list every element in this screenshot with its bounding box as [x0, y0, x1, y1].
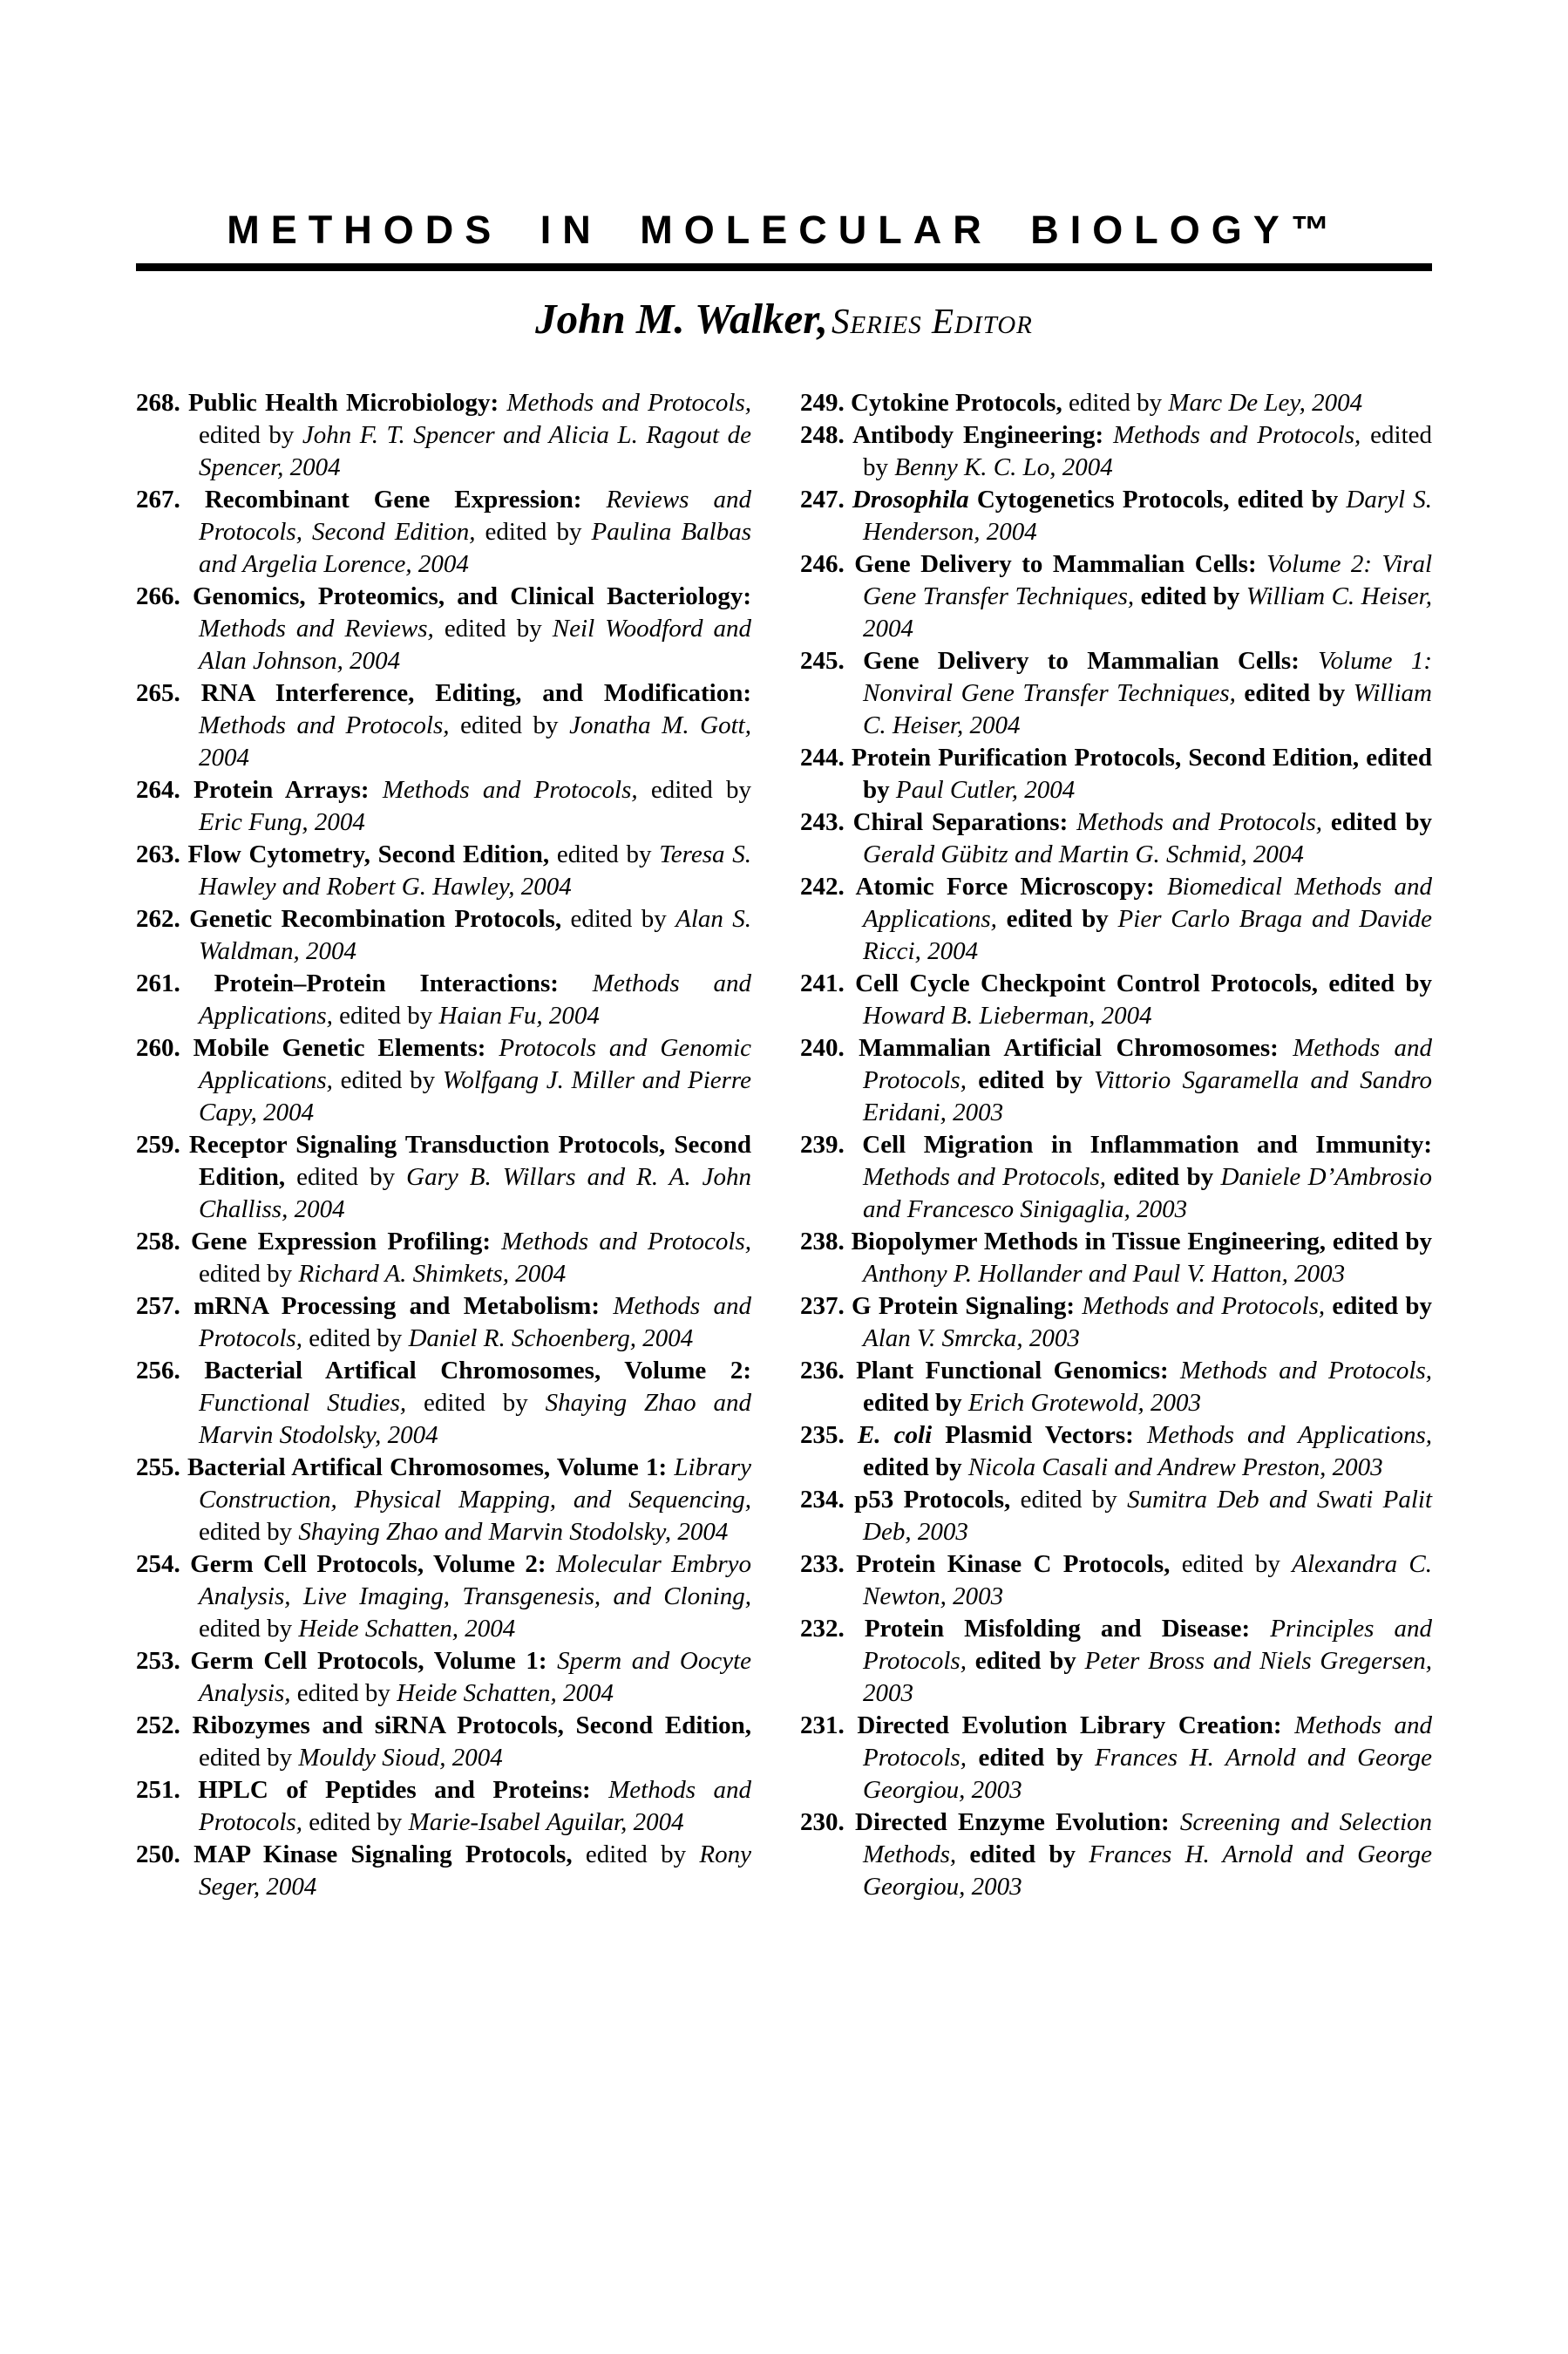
- entries-column-left: [136, 387, 751, 1903]
- book-entry-245: [800, 645, 1432, 742]
- book-entry-249: [800, 387, 1432, 419]
- entry-text-segment: Methods and Protocols,: [863, 1711, 1433, 1772]
- entry-text-segment: Biopolymer Methods in Tissue Engineering,: [851, 1228, 1333, 1255]
- entry-text-segment: Methods and Applications,: [199, 969, 752, 1030]
- entry-text-segment: mRNA Processing and Metabolism:: [193, 1292, 614, 1320]
- entry-text-segment: edited by: [863, 744, 1432, 804]
- entry-text-segment: Shaying Zhao and Marvin Stodolsky, 2004: [199, 1389, 751, 1449]
- entry-text-segment: Sumitra Deb and Swati Palit Deb, 2003: [863, 1486, 1433, 1546]
- entry-text-segment: Frances H. Arnold and George Georgiou, 2003: [863, 1840, 1433, 1901]
- entry-text-segment: edited by: [1330, 808, 1433, 836]
- entry-text-segment: edited by: [444, 615, 553, 643]
- entry-text-segment: Pier Carlo Braga and Davide Ricci, 2004: [863, 905, 1433, 965]
- entry-text-segment: Atomic Force Microscopy:: [855, 873, 1167, 901]
- entry-text-segment: Jonatha M. Gott, 2004: [199, 711, 751, 772]
- entry-text-segment: Functional Studies,: [199, 1389, 424, 1417]
- entry-text-segment: Methods and Protocols,: [863, 1163, 1114, 1191]
- entry-number: 268.: [136, 389, 188, 417]
- entry-text-segment: Howard B. Lieberman, 2004: [863, 1002, 1152, 1030]
- entry-text-segment: Benny K. C. Lo, 2004: [894, 453, 1113, 481]
- book-entry-243: [800, 806, 1432, 871]
- entry-text-segment: Heide Schatten, 2004: [298, 1615, 516, 1643]
- entry-number: 241.: [800, 969, 856, 997]
- series-editor-line: [136, 294, 1432, 344]
- entry-text-segment: edited by: [863, 1389, 968, 1417]
- book-entry-251: [136, 1774, 751, 1839]
- entry-text-segment: Marc De Ley, 2004: [1168, 389, 1363, 417]
- book-entry-254: [136, 1548, 751, 1645]
- book-entry-242: [800, 871, 1432, 968]
- entry-text-segment: Protein Purification Protocols, Second Edition,: [851, 744, 1367, 772]
- entry-text-segment: edited by: [585, 1840, 700, 1868]
- entry-text-segment: Methods and Protocols,: [1076, 808, 1331, 836]
- entry-text-segment: HPLC of Peptides and Proteins:: [198, 1776, 609, 1804]
- book-entry-233: [800, 1548, 1432, 1613]
- book-entry-230: [800, 1806, 1432, 1903]
- book-entry-252: [136, 1710, 751, 1774]
- entry-text-segment: Ribozymes and siRNA Protocols, Second Edition,: [192, 1711, 752, 1739]
- entry-text-segment: edited by: [978, 1744, 1096, 1772]
- book-entry-255: [136, 1452, 751, 1548]
- entry-number: 265.: [136, 679, 201, 707]
- entry-text-segment: William C. Heiser, 2004: [863, 582, 1433, 643]
- entry-text-segment: Cell Cycle Checkpoint Control Protocols,: [855, 969, 1329, 997]
- entry-text-segment: Germ Cell Protocols, Volume 1:: [190, 1647, 558, 1675]
- entry-number: 240.: [800, 1034, 859, 1062]
- entry-text-segment: edited by: [650, 776, 751, 804]
- entry-text-segment: Cytokine Protocols,: [851, 389, 1069, 417]
- entry-text-segment: Methods and Protocols,: [1082, 1292, 1333, 1320]
- entry-number: 245.: [800, 647, 864, 675]
- entry-text-segment: edited by: [1113, 1163, 1221, 1191]
- entry-text-segment: edited by: [199, 1518, 299, 1546]
- entry-text-segment: edited by: [1244, 679, 1354, 707]
- entry-text-segment: Antibody Engineering:: [852, 421, 1114, 449]
- entry-number: 264.: [136, 776, 193, 804]
- entry-text-segment: Shaying Zhao and Marvin Stodolsky, 2004: [298, 1518, 729, 1546]
- entry-text-segment: Mammalian Artificial Chromosomes:: [859, 1034, 1293, 1062]
- entry-number: 231.: [800, 1711, 858, 1739]
- entry-text-segment: Gerald Gübitz and Martin G. Schmid, 2004: [863, 840, 1304, 868]
- entry-text-segment: Methods and Protocols,: [501, 1228, 751, 1255]
- entry-number: 252.: [136, 1711, 193, 1739]
- entry-text-segment: Methods and Protocols,: [1180, 1357, 1432, 1385]
- entry-text-segment: edited by: [863, 421, 1432, 481]
- entry-text-segment: edited by: [1328, 969, 1433, 997]
- entry-number: 251.: [136, 1776, 199, 1804]
- entry-text-segment: edited by: [309, 1324, 409, 1352]
- entry-text-segment: edited by: [339, 1002, 439, 1030]
- entry-text-segment: Methods and Applications,: [1146, 1421, 1432, 1449]
- entry-text-segment: Gene Delivery to Mammalian Cells:: [854, 550, 1267, 578]
- entry-text-segment: Genetic Recombination Protocols,: [189, 905, 571, 933]
- entry-text-segment: William C. Heiser, 2004: [863, 679, 1432, 739]
- entry-number: 249.: [800, 389, 851, 417]
- entry-number: 258.: [136, 1228, 191, 1255]
- entry-number: 237.: [800, 1292, 852, 1320]
- entry-text-segment: Paul Cutler, 2004: [895, 776, 1076, 804]
- book-entry-261: [136, 968, 751, 1032]
- entry-text-segment: Gene Expression Profiling:: [190, 1228, 502, 1255]
- entry-text-segment: Gene Delivery to Mammalian Cells:: [863, 647, 1319, 675]
- entry-text-segment: edited by: [199, 1260, 299, 1288]
- entry-number: 254.: [136, 1550, 191, 1578]
- entry-text-segment: Protein Kinase C Protocols,: [856, 1550, 1182, 1578]
- entry-text-segment: Methods and Protocols,: [863, 1034, 1432, 1094]
- entry-text-segment: Library Construction, Physical Mapping, and Sequencing,: [199, 1453, 752, 1514]
- entry-text-segment: Mobile Genetic Elements:: [193, 1034, 499, 1062]
- book-entry-263: [136, 839, 751, 903]
- series-title: METHODS IN MOLECULAR BIOLOGY™: [227, 208, 1341, 252]
- book-entry-264: [136, 774, 751, 839]
- entry-text-segment: edited by: [424, 1389, 546, 1417]
- entry-number: 239.: [800, 1131, 863, 1159]
- entry-text-segment: Gary B. Willars and R. A. John Challiss, 2004: [199, 1163, 752, 1223]
- entry-text-segment: Vittorio Sgaramella and Sandro Eridani, 2003: [863, 1066, 1433, 1126]
- entry-text-segment: John F. T. Spencer and Alicia L. Ragout de Spencer, 2004: [199, 421, 751, 481]
- entry-text-segment: Marie-Isabel Aguilar, 2004: [408, 1808, 684, 1836]
- entry-text-segment: Protocols and Genomic Applications,: [199, 1034, 752, 1094]
- entry-text-segment: edited by: [1006, 905, 1118, 933]
- entry-number: 259.: [136, 1131, 189, 1159]
- entry-text-segment: Mouldy Sioud, 2004: [298, 1744, 503, 1772]
- entry-text-segment: edited by: [978, 1066, 1095, 1094]
- book-entry-237: [800, 1290, 1432, 1355]
- entry-text-segment: Reviews and Protocols, Second Edition,: [199, 486, 752, 546]
- entry-number: 232.: [800, 1615, 865, 1643]
- entry-number: 236.: [800, 1357, 857, 1385]
- entry-number: 250.: [136, 1840, 194, 1868]
- entry-number: 244.: [800, 744, 852, 772]
- book-entry-266: [136, 581, 751, 677]
- entry-number: 234.: [800, 1486, 855, 1514]
- entry-text-segment: edited by: [296, 1163, 407, 1191]
- entry-number: 246.: [800, 550, 855, 578]
- entry-text-segment: Frances H. Arnold and George Georgiou, 2003: [863, 1744, 1432, 1804]
- book-entry-258: [136, 1226, 751, 1290]
- book-entry-257: [136, 1290, 751, 1355]
- entry-text-segment: Drosophila: [852, 486, 977, 514]
- entry-number: 247.: [800, 486, 852, 514]
- entry-text-segment: Wolfgang J. Miller and Pierre Capy, 2004: [199, 1066, 752, 1126]
- entry-text-segment: E. coli: [857, 1421, 946, 1449]
- title-rule: [136, 263, 1432, 271]
- entry-text-segment: Chiral Separations:: [852, 808, 1077, 836]
- entry-text-segment: Alexandra C. Newton, 2003: [863, 1550, 1432, 1610]
- entry-text-segment: edited by: [863, 1453, 968, 1481]
- entry-number: 255.: [136, 1453, 187, 1481]
- entry-text-segment: Protein Misfolding and Disease:: [864, 1615, 1271, 1643]
- entry-number: 230.: [800, 1808, 855, 1836]
- entry-text-segment: Teresa S. Hawley and Robert G. Hawley, 2004: [199, 840, 752, 901]
- entry-text-segment: Peter Bross and Niels Gregersen, 2003: [863, 1647, 1433, 1707]
- book-entry-265: [136, 677, 751, 774]
- entry-text-segment: Methods and Protocols,: [1113, 421, 1371, 449]
- entry-text-segment: Erich Grotewold, 2003: [967, 1389, 1202, 1417]
- book-entry-253: [136, 1645, 751, 1710]
- entry-text-segment: Sperm and Oocyte Analysis,: [199, 1647, 751, 1707]
- entry-number: 257.: [136, 1292, 194, 1320]
- entry-text-segment: Neil Woodford and Alan Johnson, 2004: [199, 615, 752, 675]
- entry-text-segment: Directed Enzyme Evolution:: [855, 1808, 1180, 1836]
- entries-column-right: [800, 387, 1432, 1903]
- entry-text-segment: Volume 2: Viral Gene Transfer Techniques,: [863, 550, 1433, 610]
- book-entry-247: [800, 484, 1432, 548]
- entry-text-segment: Richard A. Shimkets, 2004: [298, 1260, 567, 1288]
- entry-number: 243.: [800, 808, 853, 836]
- entry-text-segment: Rony Seger, 2004: [199, 1840, 752, 1901]
- entry-text-segment: MAP Kinase Signaling Protocols,: [193, 1840, 586, 1868]
- entry-text-segment: edited by: [556, 840, 660, 868]
- entry-text-segment: Methods and Protocols,: [199, 1292, 752, 1352]
- entry-number: 233.: [800, 1550, 857, 1578]
- entry-number: 267.: [136, 486, 205, 514]
- entry-text-segment: Methods and Protocols,: [506, 389, 752, 417]
- entry-text-segment: Methods and Protocols,: [199, 711, 461, 739]
- entry-text-segment: Protein–Protein Interactions:: [214, 969, 593, 997]
- entry-text-segment: Screening and Selection Methods,: [863, 1808, 1433, 1868]
- entry-text-segment: Volume 1: Nonviral Gene Transfer Techniques,: [863, 647, 1433, 707]
- entry-text-segment: edited by: [199, 1615, 299, 1643]
- entry-text-segment: Daniele D’Ambrosio and Francesco Sinigaglia, 2003: [863, 1163, 1432, 1223]
- book-entry-262: [136, 903, 751, 968]
- entry-text-segment: edited by: [340, 1066, 443, 1094]
- entry-text-segment: Alan S. Waldman, 2004: [199, 905, 752, 965]
- entry-number: 248.: [800, 421, 853, 449]
- entry-text-segment: Bacterial Artifical Chromosomes, Volume 2:: [204, 1357, 751, 1385]
- entry-text-segment: edited by: [1140, 582, 1246, 610]
- entry-text-segment: Directed Evolution Library Creation:: [857, 1711, 1295, 1739]
- book-entry-238: [800, 1226, 1432, 1290]
- entry-text-segment: Heide Schatten, 2004: [397, 1679, 614, 1707]
- entry-text-segment: Protein Arrays:: [193, 776, 383, 804]
- entry-text-segment: G Protein Signaling:: [852, 1292, 1083, 1320]
- book-entry-232: [800, 1613, 1432, 1710]
- entry-text-segment: Methods and Protocols,: [199, 1776, 752, 1836]
- entry-text-segment: edited by: [199, 421, 302, 449]
- book-entry-236: [800, 1355, 1432, 1419]
- entry-text-segment: edited by: [296, 1679, 397, 1707]
- entry-text-segment: Methods and Reviews,: [199, 615, 445, 643]
- entry-text-segment: Molecular Embryo Analysis, Live Imaging, Transgenesis, and Cloning,: [199, 1550, 752, 1610]
- book-entry-256: [136, 1355, 751, 1452]
- book-entry-239: [800, 1129, 1432, 1226]
- book-entry-260: [136, 1032, 751, 1129]
- entry-number: 263.: [136, 840, 188, 868]
- book-entry-231: [800, 1710, 1432, 1806]
- entry-text-segment: Biomedical Methods and Applications,: [863, 873, 1432, 933]
- entry-text-segment: edited by: [1020, 1486, 1128, 1514]
- entry-text-segment: Haian Fu, 2004: [438, 1002, 600, 1030]
- entry-text-segment: edited by: [1181, 1550, 1293, 1578]
- series-editor-name: John M. Walker,: [535, 295, 828, 343]
- entry-number: 262.: [136, 905, 190, 933]
- entry-text-segment: edited by: [974, 1647, 1085, 1675]
- entry-text-segment: edited by: [1332, 1228, 1432, 1255]
- entry-text-segment: p53 Protocols,: [854, 1486, 1021, 1514]
- book-entry-235: [800, 1419, 1432, 1484]
- entry-number: 235.: [800, 1421, 858, 1449]
- entry-text-segment: edited by: [1068, 389, 1169, 417]
- entry-text-segment: edited by: [1237, 486, 1347, 514]
- entry-text-segment: Cytogenetics Protocols,: [976, 486, 1238, 514]
- entry-text-segment: Daryl S. Henderson, 2004: [863, 486, 1432, 546]
- entry-text-segment: edited by: [199, 1744, 299, 1772]
- entry-text-segment: Methods and Protocols,: [382, 776, 651, 804]
- book-entry-246: [800, 548, 1432, 645]
- entry-text-segment: Cell Migration in Inflammation and Immunity:: [862, 1131, 1433, 1159]
- entry-text-segment: Paulina Balbas and Argelia Lorence, 2004: [199, 518, 752, 578]
- entry-text-segment: edited by: [570, 905, 676, 933]
- entry-text-segment: Daniel R. Schoenberg, 2004: [408, 1324, 694, 1352]
- entry-text-segment: edited by: [460, 711, 570, 739]
- entry-number: 253.: [136, 1647, 191, 1675]
- entry-text-segment: Receptor Signaling Transduction Protocols, Second Edition,: [188, 1131, 752, 1191]
- entry-text-segment: Public Health Microbiology:: [187, 389, 507, 417]
- entry-text-segment: edited by: [969, 1840, 1089, 1868]
- book-entry-268: [136, 387, 751, 484]
- entry-number: 256.: [136, 1357, 205, 1385]
- entry-text-segment: Plant Functional Genomics:: [856, 1357, 1180, 1385]
- entry-text-segment: Germ Cell Protocols, Volume 2:: [190, 1550, 556, 1578]
- book-entry-240: [800, 1032, 1432, 1129]
- entry-text-segment: Flow Cytometry, Second Edition,: [187, 840, 557, 868]
- series-listing: [136, 387, 1432, 1903]
- masthead: [136, 208, 1432, 344]
- entry-text-segment: Recombinant Gene Expression:: [204, 486, 607, 514]
- book-entry-250: [136, 1839, 751, 1903]
- entry-number: 261.: [136, 969, 214, 997]
- entry-text-segment: Alan V. Smrcka, 2003: [863, 1324, 1080, 1352]
- book-entry-234: [800, 1484, 1432, 1548]
- entry-text-segment: Eric Fung, 2004: [199, 808, 365, 836]
- series-editor-role: Series Editor: [831, 301, 1033, 341]
- entry-text-segment: edited by: [309, 1808, 409, 1836]
- entry-number: 238.: [800, 1228, 852, 1255]
- entry-text-segment: Genomics, Proteomics, and Clinical Bacteriology:: [192, 582, 751, 610]
- book-entry-248: [800, 419, 1432, 484]
- entry-number: 242.: [800, 873, 856, 901]
- entry-number: 260.: [136, 1034, 193, 1062]
- book-entry-259: [136, 1129, 751, 1226]
- book-entry-267: [136, 484, 751, 581]
- entry-text-segment: RNA Interference, Editing, and Modification:: [200, 679, 752, 707]
- book-entry-241: [800, 968, 1432, 1032]
- entry-text-segment: edited by: [485, 518, 592, 546]
- entry-text-segment: Bacterial Artifical Chromosomes, Volume 1:: [187, 1453, 675, 1481]
- book-entry-244: [800, 742, 1432, 806]
- entry-text-segment: edited by: [1332, 1292, 1433, 1320]
- entry-text-segment: Anthony P. Hollander and Paul V. Hatton, 2003: [863, 1260, 1346, 1288]
- entry-number: 266.: [136, 582, 193, 610]
- entry-text-segment: Nicola Casali and Andrew Preston, 2003: [967, 1453, 1383, 1481]
- entry-text-segment: Plasmid Vectors:: [945, 1421, 1147, 1449]
- entry-text-segment: Principles and Protocols,: [863, 1615, 1433, 1675]
